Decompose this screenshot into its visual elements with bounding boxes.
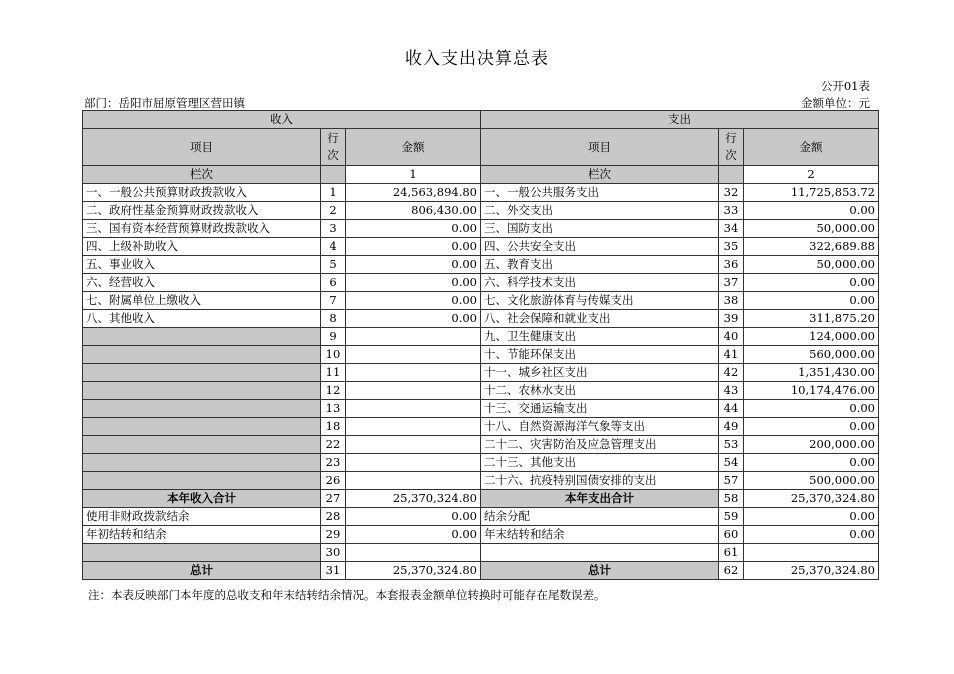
income-row-number: 22 (321, 436, 346, 454)
expense-amount: 0.00 (744, 292, 879, 310)
income-row-number: 1 (321, 184, 346, 202)
income-row-number: 5 (321, 256, 346, 274)
grand-total-row (83, 562, 879, 580)
income-expense-table (82, 110, 879, 580)
expense-item-name: 十三、交通运输支出 (481, 400, 719, 418)
income-amount: 25,370,324.80 (346, 562, 481, 580)
expense-row-number: 60 (719, 526, 744, 544)
expense-amount: 50,000.00 (744, 256, 879, 274)
column-number-row (83, 166, 879, 184)
income-row-number: 2 (321, 202, 346, 220)
expense-amount-header: 金额 (744, 129, 879, 166)
income-row-number: 29 (321, 526, 346, 544)
expense-row-number: 41 (719, 346, 744, 364)
expense-item-name: 五、教育支出 (481, 256, 719, 274)
expense-item-header: 项目 (481, 129, 719, 166)
income-item-name (83, 364, 321, 382)
expense-row-number: 34 (719, 220, 744, 238)
expense-amount: 0.00 (744, 400, 879, 418)
expense-amount: 0.00 (744, 508, 879, 526)
table-row (83, 310, 879, 328)
expense-row-number: 57 (719, 472, 744, 490)
expense-amount: 10,174,476.00 (744, 382, 879, 400)
income-row-number: 7 (321, 292, 346, 310)
income-amount: 0.00 (346, 256, 481, 274)
expense-amount: 500,000.00 (744, 472, 879, 490)
expense-item-name: 二十二、灾害防治及应急管理支出 (481, 436, 719, 454)
income-item-name (83, 472, 321, 490)
income-row-number: 28 (321, 508, 346, 526)
income-amount: 0.00 (346, 274, 481, 292)
table-row (83, 328, 879, 346)
expense-row-number: 42 (719, 364, 744, 382)
table-row (83, 256, 879, 274)
income-amount (346, 382, 481, 400)
income-amount (346, 472, 481, 490)
expense-item-name: 六、科学技术支出 (481, 274, 719, 292)
table-row (83, 544, 879, 562)
expense-amount: 0.00 (744, 202, 879, 220)
table-row (83, 184, 879, 202)
expense-amount: 25,370,324.80 (744, 562, 879, 580)
income-amount: 0.00 (346, 238, 481, 256)
table-row (83, 436, 879, 454)
income-amount (346, 418, 481, 436)
income-row-number: 3 (321, 220, 346, 238)
income-item-name: 二、政府性基金预算财政拨款收入 (83, 202, 321, 220)
income-row-number: 30 (321, 544, 346, 562)
income-item-name (83, 454, 321, 472)
income-row-number: 6 (321, 274, 346, 292)
income-item-name (83, 436, 321, 454)
income-item-name (83, 544, 321, 562)
table-row (83, 364, 879, 382)
expense-item-name: 二十三、其他支出 (481, 454, 719, 472)
income-column-no-blank (321, 166, 346, 184)
income-amount-header: 金额 (346, 129, 481, 166)
income-item-name: 四、上级补助收入 (83, 238, 321, 256)
income-item-name: 本年收入合计 (83, 490, 321, 508)
expense-row-number: 58 (719, 490, 744, 508)
table-row (83, 526, 879, 544)
income-row-no-header: 行次 (321, 129, 346, 166)
expense-amount (744, 544, 879, 562)
expense-amount: 560,000.00 (744, 346, 879, 364)
expense-item-name: 年末结转和结余 (481, 526, 719, 544)
expense-item-name: 二、外交支出 (481, 202, 719, 220)
column-header-row (83, 129, 879, 166)
income-item-name: 使用非财政拨款结余 (83, 508, 321, 526)
expense-item-name: 十八、自然资源海洋气象等支出 (481, 418, 719, 436)
income-row-number: 27 (321, 490, 346, 508)
expense-amount: 0.00 (744, 526, 879, 544)
page-title: 收入支出决算总表 (405, 49, 549, 69)
expense-item-name: 九、卫生健康支出 (481, 328, 719, 346)
expense-row-number: 62 (719, 562, 744, 580)
income-item-name: 八、其他收入 (83, 310, 321, 328)
income-amount (346, 364, 481, 382)
department-label: 部门：岳阳市屈原管理区营田镇 (84, 96, 245, 110)
expense-amount: 11,725,853.72 (744, 184, 879, 202)
income-amount: 0.00 (346, 508, 481, 526)
income-item-name (83, 328, 321, 346)
expense-item-name: 本年支出合计 (481, 490, 719, 508)
income-row-number: 8 (321, 310, 346, 328)
expense-item-name: 结余分配 (481, 508, 719, 526)
table-row (83, 400, 879, 418)
income-amount: 806,430.00 (346, 202, 481, 220)
expense-item-name: 三、国防支出 (481, 220, 719, 238)
expense-amount: 322,689.88 (744, 238, 879, 256)
table-row (83, 472, 879, 490)
income-row-number: 10 (321, 346, 346, 364)
expense-row-number: 43 (719, 382, 744, 400)
expense-row-number: 32 (719, 184, 744, 202)
expense-column-number: 2 (744, 166, 879, 184)
table-row (83, 508, 879, 526)
income-amount (346, 400, 481, 418)
expense-amount: 200,000.00 (744, 436, 879, 454)
income-row-number: 31 (321, 562, 346, 580)
expense-row-number: 44 (719, 400, 744, 418)
table-row (83, 418, 879, 436)
income-amount: 0.00 (346, 292, 481, 310)
expense-item-name: 十二、农林水支出 (481, 382, 719, 400)
expense-row-number: 39 (719, 310, 744, 328)
expense-row-number: 40 (719, 328, 744, 346)
expense-row-no-header: 行次 (719, 129, 744, 166)
table-row (83, 454, 879, 472)
income-item-name: 总计 (83, 562, 321, 580)
expense-row-number: 36 (719, 256, 744, 274)
income-item-name (83, 418, 321, 436)
expense-row-number: 38 (719, 292, 744, 310)
income-amount: 0.00 (346, 310, 481, 328)
income-amount (346, 544, 481, 562)
income-item-name: 六、经营收入 (83, 274, 321, 292)
table-body (83, 111, 879, 580)
expense-item-name: 二十六、抗疫特别国债安排的支出 (481, 472, 719, 490)
form-number: 公开01表 (820, 79, 870, 93)
income-amount (346, 328, 481, 346)
income-item-name (83, 382, 321, 400)
income-section-header: 收入 (83, 111, 481, 129)
income-amount: 0.00 (346, 526, 481, 544)
expense-amount: 0.00 (744, 454, 879, 472)
expense-amount: 25,370,324.80 (744, 490, 879, 508)
income-row-number: 18 (321, 418, 346, 436)
expense-item-name (481, 544, 719, 562)
year-total-row (83, 490, 879, 508)
table-row (83, 382, 879, 400)
expense-column-label: 栏次 (481, 166, 719, 184)
income-row-number: 4 (321, 238, 346, 256)
expense-amount: 124,000.00 (744, 328, 879, 346)
expense-row-number: 53 (719, 436, 744, 454)
income-item-name: 七、附属单位上缴收入 (83, 292, 321, 310)
income-item-name (83, 346, 321, 364)
table-row (83, 346, 879, 364)
income-amount (346, 436, 481, 454)
table-row (83, 238, 879, 256)
expense-amount: 1,351,430.00 (744, 364, 879, 382)
income-item-name: 一、一般公共预算财政拨款收入 (83, 184, 321, 202)
income-row-number: 12 (321, 382, 346, 400)
table-row (83, 202, 879, 220)
expense-amount: 311,875.20 (744, 310, 879, 328)
expense-row-number: 37 (719, 274, 744, 292)
expense-item-name: 一、一般公共服务支出 (481, 184, 719, 202)
expense-amount: 50,000.00 (744, 220, 879, 238)
income-amount: 0.00 (346, 220, 481, 238)
table-row (83, 292, 879, 310)
expense-row-number: 61 (719, 544, 744, 562)
footnote: 注：本表反映部门本年度的总收支和年末结转结余情况。本套报表金额单位转换时可能存在尾数误差。 (88, 588, 606, 602)
expense-column-no-blank (719, 166, 744, 184)
income-amount (346, 454, 481, 472)
expense-amount: 0.00 (744, 418, 879, 436)
income-item-name: 年初结转和结余 (83, 526, 321, 544)
income-amount: 24,563,894.80 (346, 184, 481, 202)
table-row (83, 274, 879, 292)
income-item-name: 三、国有资本经营预算财政拨款收入 (83, 220, 321, 238)
expense-section-header: 支出 (481, 111, 879, 129)
income-item-name: 五、事业收入 (83, 256, 321, 274)
income-row-number: 23 (321, 454, 346, 472)
expense-item-name: 七、文化旅游体育与传媒支出 (481, 292, 719, 310)
income-row-number: 11 (321, 364, 346, 382)
income-item-header: 项目 (83, 129, 321, 166)
income-amount: 25,370,324.80 (346, 490, 481, 508)
income-column-label: 栏次 (83, 166, 321, 184)
table-row (83, 220, 879, 238)
expense-item-name: 十一、城乡社区支出 (481, 364, 719, 382)
expense-item-name: 八、社会保障和就业支出 (481, 310, 719, 328)
expense-item-name: 十、节能环保支出 (481, 346, 719, 364)
expense-row-number: 59 (719, 508, 744, 526)
expense-item-name: 总计 (481, 562, 719, 580)
expense-row-number: 35 (719, 238, 744, 256)
section-header-row (83, 111, 879, 129)
expense-row-number: 49 (719, 418, 744, 436)
expense-amount: 0.00 (744, 274, 879, 292)
income-row-number: 9 (321, 328, 346, 346)
income-amount (346, 346, 481, 364)
income-item-name (83, 400, 321, 418)
amount-unit-label: 金额单位：元 (801, 96, 870, 110)
income-row-number: 26 (321, 472, 346, 490)
income-column-number: 1 (346, 166, 481, 184)
income-row-number: 13 (321, 400, 346, 418)
expense-row-number: 54 (719, 454, 744, 472)
expense-row-number: 33 (719, 202, 744, 220)
expense-item-name: 四、公共安全支出 (481, 238, 719, 256)
